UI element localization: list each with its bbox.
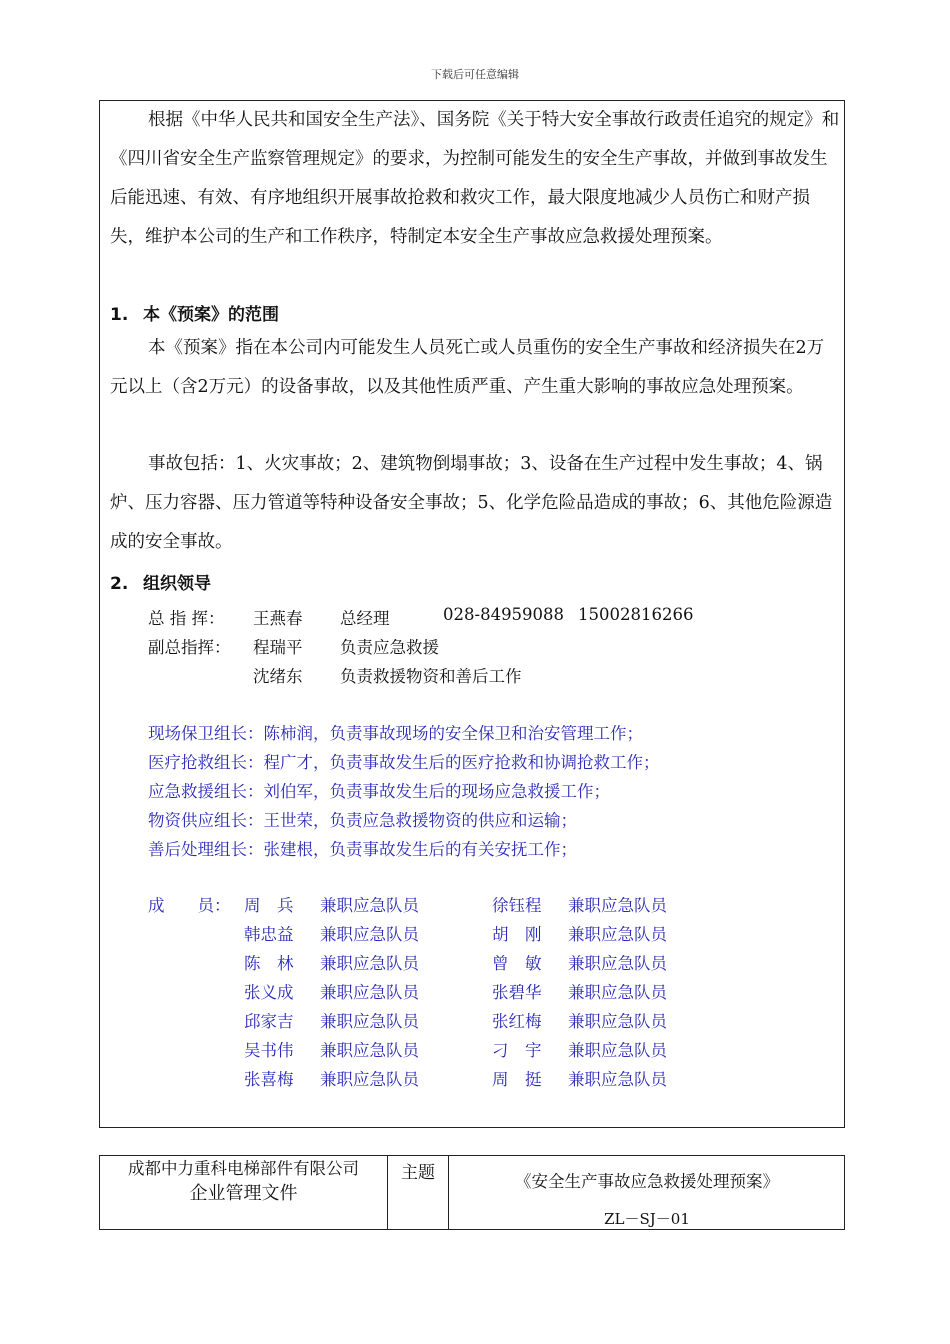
member-name: 邱家吉 xyxy=(244,1012,294,1031)
commander-phone: 028-84959088 xyxy=(443,605,565,624)
member-name: 胡 刚 xyxy=(492,925,542,944)
subject-label: 主题 xyxy=(401,1163,435,1183)
members-label: 成 员： xyxy=(148,896,231,915)
document-code: ZL－SJ－01 xyxy=(604,1210,690,1228)
member-role: 兼职应急队员 xyxy=(568,1012,667,1031)
group-security: 现场保卫组长：陈柿润，负责事故现场的安全保卫和治安管理工作； xyxy=(148,724,643,743)
group-medical: 医疗抢救组长：程广才，负责事故发生后的医疗抢救和协调抢救工作； xyxy=(148,753,660,772)
member-role: 兼职应急队员 xyxy=(320,983,419,1002)
deputy1-name: 程瑞平 xyxy=(253,638,303,657)
section1-number: 1. xyxy=(110,305,129,325)
section1-para2: 事故包括：1、火灾事故；2、建筑物倒塌事故；3、设备在生产过程中发生事故；4、锅炉、压力容器、压力管道等特种设备安全事故；5、化学危险品造成的事故；6、其他危险源造成的安全事故。 xyxy=(110,454,833,552)
member-role: 兼职应急队员 xyxy=(320,896,419,915)
member-role: 兼职应急队员 xyxy=(568,1041,667,1060)
member-role: 兼职应急队员 xyxy=(320,1070,419,1089)
member-role: 兼职应急队员 xyxy=(568,1070,667,1089)
member-role: 兼职应急队员 xyxy=(320,925,419,944)
section2-heading xyxy=(110,569,211,594)
member-role: 兼职应急队员 xyxy=(568,925,667,944)
member-name: 周 挺 xyxy=(492,1070,542,1089)
section1-title: 本《预案》的范围 xyxy=(143,305,279,325)
member-name: 陈 林 xyxy=(244,954,294,973)
member-role: 兼职应急队员 xyxy=(320,1041,419,1060)
member-name: 张碧华 xyxy=(492,983,542,1002)
member-role: 兼职应急队员 xyxy=(320,1012,419,1031)
member-name: 周 兵 xyxy=(244,896,294,915)
member-name: 徐钰程 xyxy=(492,896,542,915)
group-aftermath: 善后处理组长：张建根，负责事故发生后的有关安抚工作； xyxy=(148,840,577,859)
commander-mobile: 15002816266 xyxy=(578,605,694,624)
member-name: 曾 敏 xyxy=(492,954,542,973)
group-supply: 物资供应组长：王世荣，负责应急救援物资的供应和运输； xyxy=(148,811,577,830)
deputy2-name: 沈绪东 xyxy=(253,667,303,686)
section1-para1: 本《预案》指在本公司内可能发生人员死亡或人员重伤的安全生产事故和经济损失在2万元以上（含2万元）的设备事故，以及其他性质严重、产生重大影响的事故应急处理预案。 xyxy=(110,338,825,397)
member-name: 韩忠益 xyxy=(244,925,294,944)
document-type: 企业管理文件 xyxy=(189,1183,298,1204)
footer-subject-cell xyxy=(449,1156,845,1229)
member-role: 兼职应急队员 xyxy=(568,896,667,915)
member-name: 张红梅 xyxy=(492,1012,542,1031)
commander-name: 王燕春 xyxy=(253,609,303,628)
member-role: 兼职应急队员 xyxy=(568,954,667,973)
deputy-label: 副总指挥： xyxy=(148,638,231,657)
member-role: 兼职应急队员 xyxy=(320,954,419,973)
company-name: 成都中力重科电梯部件有限公司 xyxy=(128,1159,359,1178)
deputy1-role: 负责应急救援 xyxy=(340,638,439,657)
member-role: 兼职应急队员 xyxy=(568,983,667,1002)
member-name: 吴书伟 xyxy=(244,1041,294,1060)
document-body xyxy=(99,100,845,1128)
intro-paragraph: 根据《中华人民共和国安全生产法》、国务院《关于特大安全事故行政责任追究的规定》和《四川省安全生产监察管理规定》的要求，为控制可能发生的安全生产事故，并做到事故发生后能迅速、有效、有序地组织开展事故抢救和救灾工作，最大限度地减少人员伤亡和财产损失，维护本公司的生产和工作秩序，特制定本安全生产事故应急救援处理预案。 xyxy=(110,110,840,247)
footer-table xyxy=(99,1155,845,1230)
deputy2-role: 负责救援物资和善后工作 xyxy=(340,667,522,686)
group-rescue: 应急救援组长：刘伯军，负责事故发生后的现场应急救援工作； xyxy=(148,782,610,801)
member-name: 张义成 xyxy=(244,983,294,1002)
member-name: 刁 宇 xyxy=(492,1041,542,1060)
commander-role: 总经理 xyxy=(340,609,390,628)
header-note: 下载后可任意编辑 xyxy=(431,68,519,81)
commander-label: 总 指 挥： xyxy=(148,609,225,628)
section2-number: 2. xyxy=(110,574,129,594)
subject-title: 《安全生产事故应急救援处理预案》 xyxy=(515,1172,779,1191)
member-name: 张喜梅 xyxy=(244,1070,294,1089)
section2-title: 组织领导 xyxy=(143,574,211,594)
section1-heading xyxy=(110,300,279,325)
footer-company-cell xyxy=(100,1156,387,1229)
